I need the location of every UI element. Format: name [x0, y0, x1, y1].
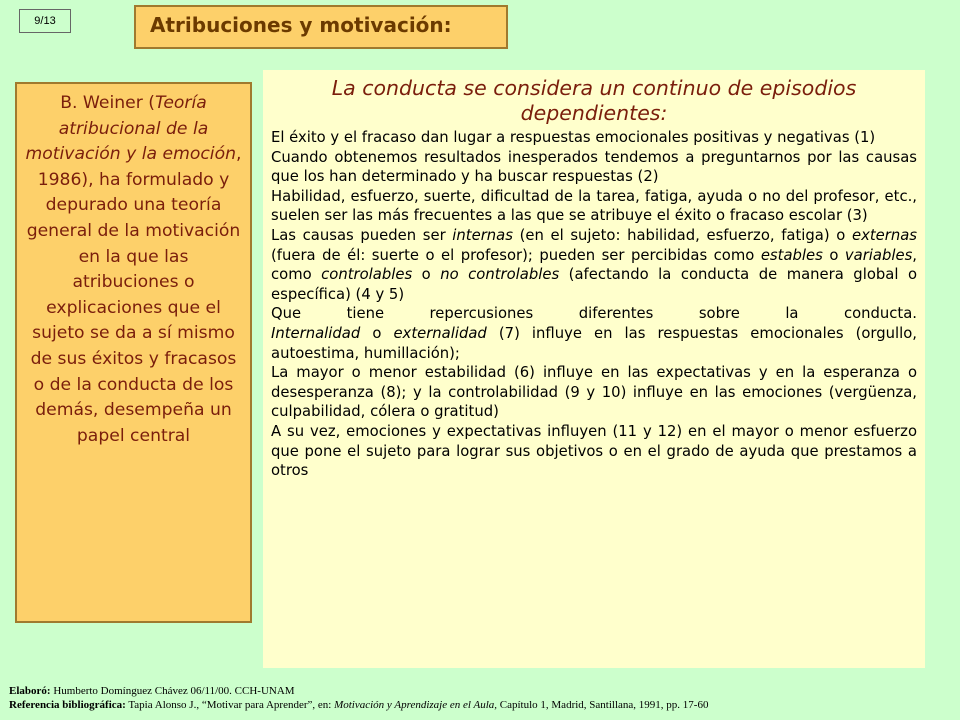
paragraph-repercusiones: Que tiene repercusiones diferentes sobre la conducta. — [271, 305, 917, 323]
footer-reference: Referencia bibliográfica: Tapia Alonso J., “Motivar para Aprender”, en: Motivación y Aprendizaje en el Aula, Capítulo 1, Madrid, Santillana, 1991, pp. 17-60 — [9, 699, 709, 711]
paragraph-tipos-de-causas: Las causas pueden ser internas (en el sujeto: habilidad, esfuerzo, fatiga) o externas (fuera de él: suerte o el profesor); pueden ser percibidas como estables o variables, como controlables o no controlables (afectando la conducta de manera global o específica) (4 y 5) — [271, 226, 917, 303]
paragraph-internalidad: Internalidad o externalidad (7) influye en las respuestas emocionales (orgullo, autoestima, humillación); — [271, 324, 918, 362]
slide-title: Atribuciones y motivación: — [134, 5, 508, 49]
weiner-summary-box — [15, 82, 252, 623]
paragraph-estabilidad: La mayor o menor estabilidad (6) influye en las expectativas y en la esperanza o desesperanza (8); y la controlabilidad (9 y 10) influye en las emociones (vergüenza, culpabilidad, cólera o gratitud) — [271, 364, 917, 421]
paragraph-causas-frecuentes: Habilidad, esfuerzo, suerte, dificultad de la tarea, fatiga, ayuda o no del profesor, etc., suelen ser las más frecuentes a las que se atribuye el éxito o fracaso escolar (3) — [271, 187, 917, 225]
main-heading: La conducta se considera un continuo de episodios dependientes: — [331, 76, 857, 125]
weiner-work-title: Teoría atribucional de la motivación y la emoción — [25, 93, 236, 165]
footer-author: Elaboró: Humberto Domínguez Chávez 06/11/00. CCH-UNAM — [9, 685, 295, 697]
main-body — [271, 128, 917, 481]
page-number: 9/13 — [19, 9, 71, 33]
weiner-lead: B. Weiner ( — [60, 93, 155, 113]
paragraph-emociones-expectativas: A su vez, emociones y expectativas influyen (11 y 12) en el mayor o menor esfuerzo que pone el sujeto para lograr sus objetivos o en el grado de ayuda que prestamos a otros — [271, 422, 917, 480]
paragraph-resultados-inesperados: Cuando obtenemos resultados inesperados tendemos a preguntarnos por las causas que los han determinado y ha buscar respuestas (2) — [271, 148, 917, 186]
paragraph-exito-fracaso: El éxito y el fracaso dan lugar a respuestas emocionales positivas y negativas (1) — [271, 129, 876, 146]
weiner-description: , 1986), ha formulado y depurado una teoría general de la motivación en la que las atribuciones o explicaciones que el sujeto se da a sí mismo de sus éxitos y fracasos o de la conducta de los demás, desempeña un papel central — [26, 144, 242, 446]
footer-credits — [9, 684, 954, 712]
main-content-box — [263, 70, 925, 668]
